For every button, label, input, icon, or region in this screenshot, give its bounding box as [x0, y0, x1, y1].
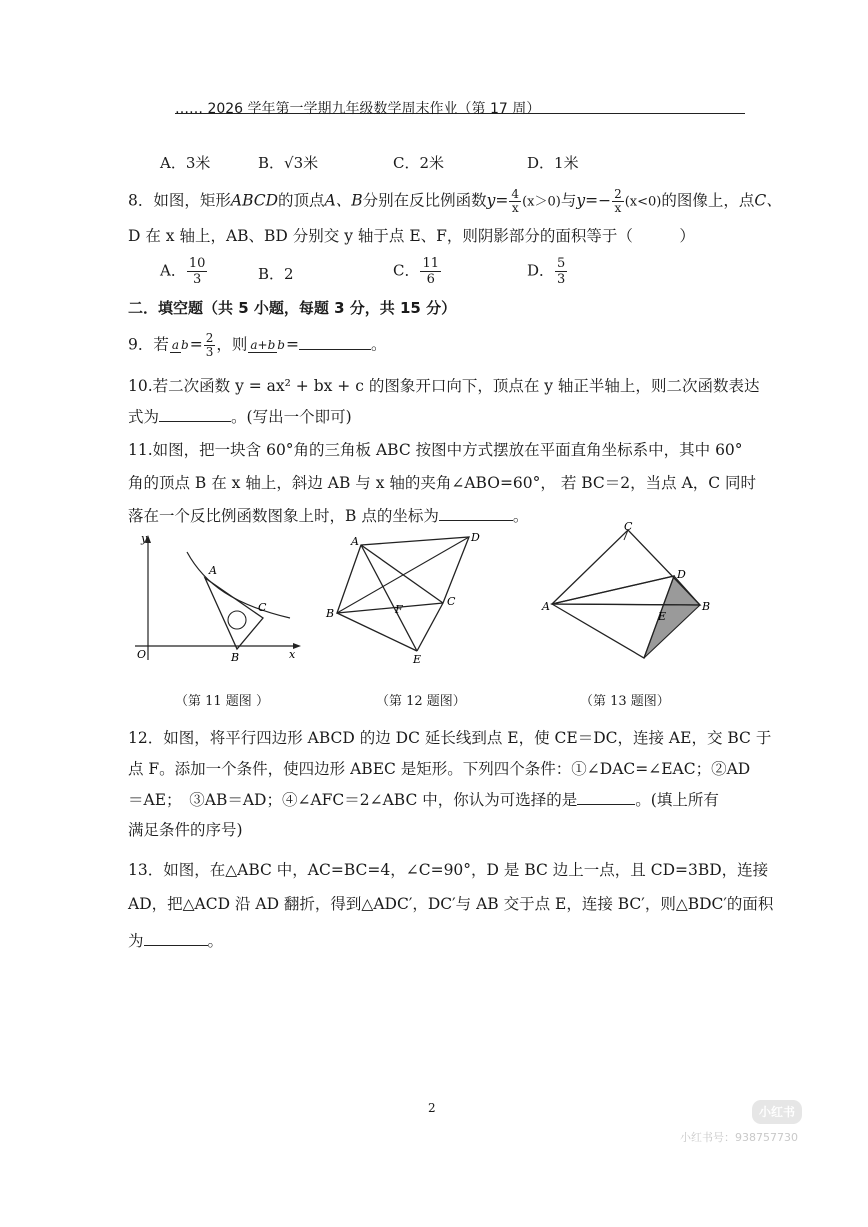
q9-frac2-num: 2 — [205, 331, 214, 345]
q7-option-b-label: B． — [258, 154, 285, 172]
q8-line1 — [128, 188, 782, 215]
q8-frac1 — [509, 188, 521, 215]
q9-frac2-den: 3 — [205, 345, 214, 359]
fig13-label-d: D — [677, 568, 686, 581]
fig11-label-o: O — [137, 648, 147, 661]
fig13-shaded-triangle — [644, 576, 700, 658]
q8-text-c: 分别在反比例函数 — [362, 191, 487, 210]
q8-option-b: B．2 — [258, 265, 294, 283]
q9-mid: ，则 — [216, 335, 248, 354]
q12-line3 — [128, 790, 719, 810]
q8-text-a: 8．如图，矩形 — [128, 191, 231, 210]
fig11-label-c: C — [258, 601, 267, 614]
fig12-label-d: D — [471, 531, 480, 544]
fig13-ad — [552, 576, 674, 604]
q8-option-c-den: 6 — [426, 272, 435, 287]
q8-y-eq: y= — [486, 191, 509, 210]
q9-frac3-den: b — [277, 338, 285, 352]
watermark-logo: 小红书 — [752, 1100, 802, 1124]
fig12-ae — [361, 545, 417, 651]
q12-line1: 12．如图，将平行四边形 ABCD 的边 DC 延长线到点 E，使 CE＝DC，连接 AE，交 BC 于 — [128, 729, 772, 747]
section-2-title: 二．填空题（共 5 小题，每题 3 分，共 15 分） — [128, 299, 457, 317]
fig11-label-x: x — [289, 648, 296, 661]
fig12-label-a: A — [351, 535, 359, 548]
q9-frac3 — [248, 339, 285, 352]
q8-option-d-num: 5 — [557, 256, 566, 271]
q8-option-d — [527, 256, 568, 287]
q11-line3 — [128, 506, 528, 526]
q12-text-a: ＝AE； ③AB＝AD；④∠AFC＝2∠ABC 中，你认为可选择的是 — [128, 791, 578, 809]
q10-line1: 10.若二次函数 y = ax² + bx + c 的图象开口向下，顶点在 y 轴正半轴上，则二次函数表达 — [128, 377, 760, 395]
figure-12 — [325, 525, 495, 665]
fig12-extension — [417, 603, 443, 651]
q8-abcd: ABCD — [230, 191, 279, 210]
figure-12-caption: （第 12 题图） — [376, 694, 466, 709]
q8-option-a-frac — [187, 256, 208, 287]
q7-option-b — [258, 152, 318, 173]
q9-frac3-num: a+b — [250, 338, 276, 352]
fig11-label-y: y — [141, 532, 148, 545]
q9-frac1 — [170, 339, 189, 352]
q8-option-a-den: 3 — [192, 272, 202, 287]
q8-option-c-num: 11 — [422, 256, 440, 271]
q8-c-point: C、 — [754, 191, 782, 210]
q9-frac1-num: a — [171, 338, 180, 352]
fig12-label-c: C — [447, 595, 456, 608]
q8-option-a-label: A． — [160, 261, 186, 280]
q8-text-b: 的顶点 — [278, 191, 325, 210]
fig13-label-b: B — [702, 600, 711, 613]
figure-11 — [125, 530, 310, 670]
q8-option-c — [393, 256, 442, 287]
q11-answer-blank[interactable] — [439, 519, 513, 521]
fig12-ac — [361, 545, 443, 603]
q13-answer-blank[interactable] — [144, 944, 208, 946]
q10-line2 — [128, 407, 352, 427]
q12-line4: 满足条件的序号) — [128, 821, 243, 839]
q13-line1: 13．如图，在△ABC 中，AC=BC=4，∠C=90°，D 是 BC 边上一点，且 CD=3BD，连接 — [128, 861, 769, 879]
q8-option-a-num: 10 — [188, 256, 206, 271]
header-rule — [175, 113, 745, 114]
q11-line2: 角的顶点 B 在 x 轴上，斜边 AB 与 x 轴的夹角∠ABO=60°， 若 BC＝2，当点 A，C 同时 — [128, 474, 757, 492]
q8-option-a — [160, 256, 208, 287]
q7-option-a: A．3米 — [160, 154, 211, 172]
q9-line — [128, 332, 386, 359]
q8-text-d: 的图像上，点 — [661, 191, 755, 210]
fig12-label-b: B — [326, 607, 335, 620]
q11-line1: 11.如图，把一块含 60°角的三角板 ABC 按图中方式摆放在平面直角坐标系中，其中 60° — [128, 441, 743, 459]
q13-line3 — [128, 931, 223, 951]
q9-frac2 — [204, 332, 216, 359]
q9-eq: = — [189, 335, 203, 354]
q8-option-d-label: D． — [527, 261, 555, 280]
q13-line2: AD，把△ACD 沿 AD 翻折，得到△ADC′，DC′与 AB 交于点 E，连接 BC′，则△BDC′的面积 — [128, 895, 774, 913]
q8-frac2-den: x — [614, 201, 622, 215]
q8-option-d-frac — [555, 256, 567, 287]
fig11-curve — [187, 552, 290, 618]
q8-cond1: (x＞0) — [522, 194, 561, 210]
q9-frac1-den: b — [181, 338, 189, 352]
q8-cond2: (x<0) — [624, 194, 662, 210]
q8-frac1-den: x — [511, 201, 519, 215]
q8-frac1-num: 4 — [511, 187, 520, 201]
q12-line2: 点 F。添加一个条件，使四边形 ABEC 是矩形。下列四个条件：①∠DAC=∠EAC；②AD — [128, 760, 751, 778]
q12-text-b: 。(填上所有 — [635, 791, 719, 809]
q12-answer-blank[interactable] — [577, 803, 635, 805]
figure-13-caption: （第 13 题图） — [580, 694, 670, 709]
q8-frac2-num: 2 — [614, 187, 622, 201]
q8-with: 与 — [560, 191, 577, 210]
q11-text-a: 落在一个反比例函数图象上时，B 点的坐标为 — [128, 507, 439, 525]
fig12-label-f: F — [395, 603, 403, 616]
q11-text-b: 。 — [512, 507, 529, 525]
q8-option-d-den: 3 — [557, 272, 566, 287]
q13-text-b: 。 — [207, 932, 224, 950]
q9-answer-blank[interactable] — [299, 348, 371, 350]
q7-option-c: C．2米 — [393, 154, 445, 172]
fig11-triangle — [205, 578, 263, 649]
fig13-label-c: C — [624, 520, 633, 533]
watermark-id: 小红书号：938757730 — [680, 1131, 798, 1144]
page-number: 2 — [428, 1101, 436, 1115]
fig11-label-b: B — [231, 651, 240, 664]
q10-text-b: 。(写出一个即可) — [231, 408, 352, 426]
q9-end: 。 — [370, 335, 387, 354]
fig13-label-e: E — [658, 610, 667, 623]
q7-option-b-unit: 米 — [303, 154, 319, 172]
fig11-label-a: A — [209, 564, 217, 577]
q8-y-eq2: y=− — [576, 191, 612, 210]
q8-line2: D 在 x 轴上，AB、BD 分别交 y 轴于点 E、F，则阴影部分的面积等于（ ） — [128, 227, 695, 245]
figure-11-caption: （第 11 题图 ） — [175, 694, 269, 709]
fig12-be — [337, 613, 417, 651]
q7-option-b-radical: √3 — [284, 154, 304, 172]
q8-option-c-frac — [420, 256, 441, 287]
page-header: …… 2026 学年第一学期九年级数学周末作业（第 17 周） — [175, 101, 541, 117]
q8-frac2 — [612, 188, 624, 215]
figure-13 — [540, 518, 715, 668]
q9-eq2: = — [285, 335, 299, 354]
fig13-label-a: A — [542, 600, 550, 613]
fig12-label-e: E — [413, 653, 422, 665]
q8-ab: A、B — [324, 191, 363, 210]
q10-text-a: 式为 — [128, 408, 160, 426]
q13-text-a: 为 — [128, 932, 144, 950]
q7-option-d: D．1米 — [527, 154, 579, 172]
q10-answer-blank[interactable] — [159, 420, 231, 422]
fig11-circle — [228, 611, 246, 629]
q8-option-c-label: C． — [393, 261, 420, 280]
q9-prefix: 9．若 — [128, 335, 169, 354]
